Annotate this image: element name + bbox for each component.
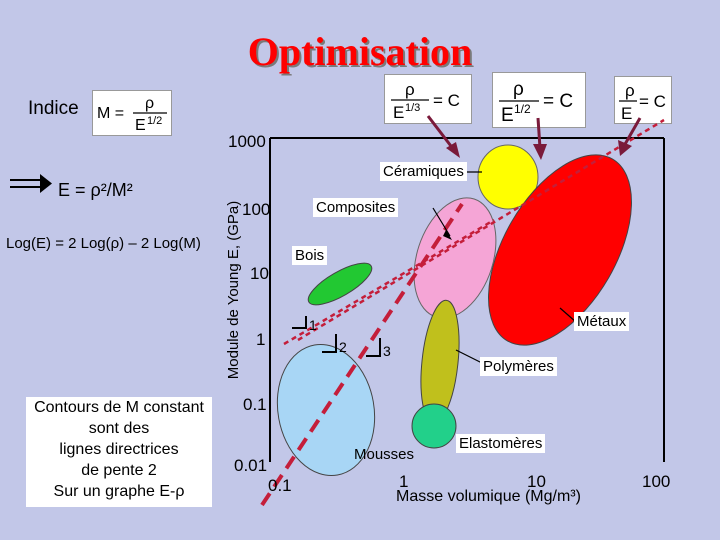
f1-den: E [393,103,405,122]
f1-rhs: = C [433,91,460,110]
y-tick-label: 10 [250,264,269,283]
equation-e: E = ρ²/M² [58,180,133,200]
info-line: Contours de M constant [34,399,204,416]
f3-rhs: = C [639,92,666,111]
label-polymeres: Polymères [480,357,557,376]
info-line: de pente 2 [81,462,157,479]
slope-label: 3 [383,343,391,359]
x-tick-label: 10 [527,472,546,491]
label-mousses: Mousses [354,446,415,463]
x-tick-label: 100 [642,472,671,491]
y-tick-label: 0.01 [234,456,268,475]
f2-rhs: = C [543,91,574,112]
label-ceramiques: Céramiques [380,162,467,181]
y-tick-label: 1 [256,330,266,349]
formula-num: ρ [145,95,155,112]
f3-num: ρ [625,81,635,100]
f2-num: ρ [513,79,524,100]
y-tick-label: 0.1 [243,395,267,414]
slope-label: 2 [339,339,347,355]
page-title: Optimisation [247,29,473,74]
f1-exp: 1/3 [405,102,421,114]
x-tick-label: 1 [399,472,409,491]
label-metaux: Métaux [574,312,629,331]
x-tick-label: 0.1 [268,476,292,495]
formula-den: E [135,117,146,134]
label-bois: Bois [292,246,327,265]
y-axis-label: Module de Young E, (GPa) [225,200,242,380]
f2-den: E [501,105,514,126]
label-elastomeres: Elastomères [456,434,545,453]
f2-exp: 1/2 [514,102,531,116]
f1-num: ρ [405,80,415,99]
f3-den: E [621,104,633,123]
info-line: Sur un graphe E-ρ [53,483,185,500]
x-axis-label: Masse volumique (Mg/m³) [396,488,581,505]
y-tick-label: 100 [242,200,271,219]
slope-triangle-1 [292,316,306,328]
info-line: sont des [88,420,150,437]
indice-label: Indice [28,98,79,119]
info-line: lignes directrices [59,441,179,458]
slope-label: 1 [309,317,317,333]
formula-den-exp: 1/2 [147,115,163,127]
formula-lhs: M = [97,105,125,122]
equation-log: Log(E) = 2 Log(ρ) – 2 Log(M) [6,235,201,252]
y-tick-label: 1000 [228,132,266,151]
label-composites: Composites [313,198,398,217]
elastomeres-bubble [412,404,456,448]
